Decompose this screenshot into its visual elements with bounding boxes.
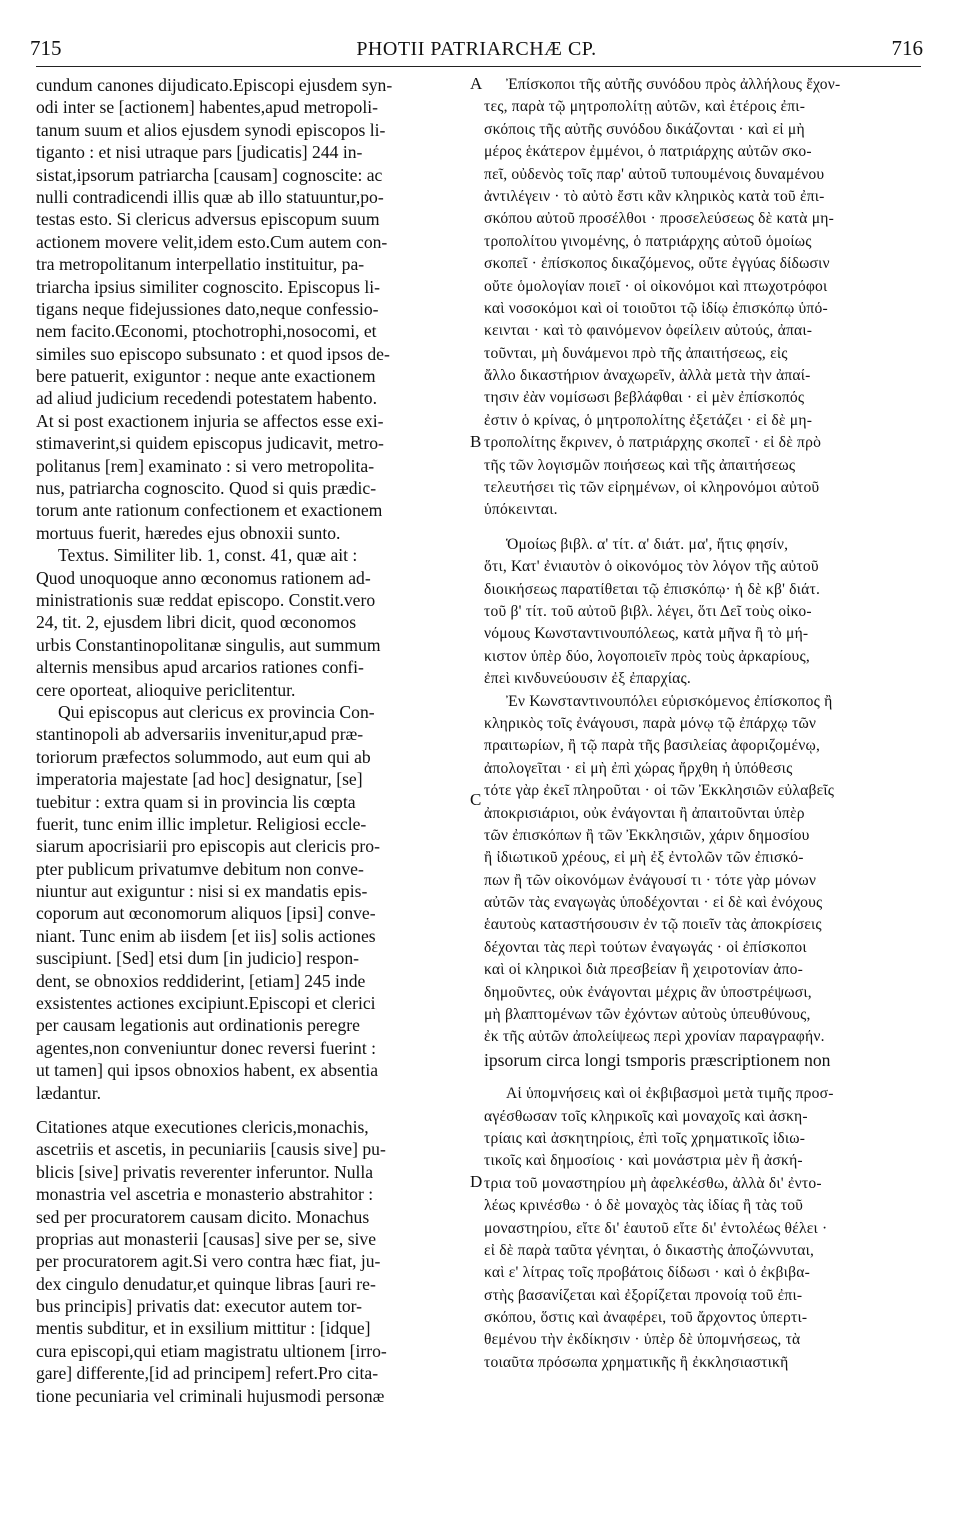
text-line: triarcha ipsius similiter cognoscito. Episcopus li- bbox=[36, 276, 380, 297]
text-line: dex cingulo denudatur,et quinque libras [auri re- bbox=[36, 1273, 376, 1294]
text-line: Αἱ ὑπομνήσεις καὶ οἱ ἐκβιβασμοὶ μετὰ τιμῆς προσ- bbox=[506, 1085, 834, 1103]
text-line: coporum aut œconomorum aliquos [ipsi] conve- bbox=[36, 903, 376, 924]
greek-column bbox=[484, 74, 922, 1374]
text-line: ut tamen] qui ipsos obnoxios habent, ex absentia bbox=[36, 1060, 379, 1081]
page-number-left: 715 bbox=[30, 36, 62, 60]
greek-paragraph-episcopi bbox=[484, 74, 922, 522]
text-line: ἐκ τῆς αὐτῶν ἀπολείψεως περὶ χρονίαν παραγραφήν. bbox=[484, 1028, 825, 1046]
text-line: τικοῖς καὶ δημοσίοις · καὶ μονάστρια μὲν ἢ ἀσκή- bbox=[484, 1152, 803, 1170]
text-line: πεῖ, οὐδενὸς τοῖς παρ' αὐτοῦ τυπουμένοις δυναμένου bbox=[484, 165, 825, 183]
text-line: tiganto : et nisi utraque pars [judicatis] 244 in- bbox=[36, 142, 363, 163]
text-line: ἑαυτοὺς καταστήσουσιν ἐν τῷ ποιεῖν τὰς ἀποκρίσεις bbox=[484, 916, 822, 934]
text-line: στὴς βασανίζεται καὶ ἐξορίζεται προνοίᾳ τοῦ ἐπι- bbox=[484, 1286, 803, 1304]
text-line: toriorum præfectos solummodo, aut eum qui ab bbox=[36, 746, 371, 767]
section-marker-a: A bbox=[470, 74, 483, 93]
text-line: ἢ ἰδιωτικοῦ χρέους, εἰ μὴ ἐξ ἐντολῶν τῶν ἐπισκό- bbox=[484, 849, 804, 867]
text-line: ipsorum circa longi tsmporis præscriptionem non bbox=[484, 1049, 831, 1070]
text-line: τοῦνται, μὴ δυνάμενοι πρὸ τῆς ἀπαιτήσεως, εἰς bbox=[484, 344, 788, 362]
text-line: τροπολίτου γινομένης, ὁ πατριάρχης αὐτοῦ ὁμοίως bbox=[484, 232, 812, 250]
text-line: Quod unoquoque anno œconomus rationem ad- bbox=[36, 567, 371, 588]
text-line: pter publicum privatumve debitum non conve- bbox=[36, 858, 364, 879]
text-line: μοναστηρίου, εἴτε δι' ἑαυτοῦ εἴτε δι' ἐντολέως θέλει · bbox=[484, 1219, 828, 1237]
text-line: καὶ οἱ κληρικοὶ διὰ πρεσβείαν ἢ χειροτονίαν ἀπο- bbox=[484, 961, 804, 979]
text-line: αγέσθωσαν τοῖς κληρικοῖς καὶ μοναχοῖς καὶ ἀσκη- bbox=[484, 1107, 808, 1125]
text-line: torum ante rationum confectionem et exactionem bbox=[36, 500, 383, 521]
text-line: niuntur aut exiguntur : nisi si ex mandatis epis- bbox=[36, 881, 368, 902]
text-line: Ὁμοίως βιβλ. α' τίτ. α' διάτ. μα', ἥτις φησίν, bbox=[506, 535, 789, 553]
text-line: καὶ ε' λίτρας τοῖς προβάτοις δίδωσι · καὶ ὁ ἐκβιβα- bbox=[484, 1264, 810, 1282]
running-title: PHOTII PATRIARCHÆ CP. bbox=[356, 38, 597, 60]
text-line: alternis mensibus apud arcarios rationes confi- bbox=[36, 657, 364, 678]
text-line: ἀντιλέγειν · τὸ αὐτὸ ἔστι κἂν κληρικὸς κατὰ τοῦ ἐπι- bbox=[484, 187, 825, 205]
text-line: τρια τοῦ μοναστηρίου μὴ ἀφελκέσθω, ἀλλὰ δι' ἐντο- bbox=[484, 1174, 822, 1192]
text-line: εἰ δὲ παρὰ ταῦτα γένηται, ὁ δικαστὴς ἀποζώννυται, bbox=[484, 1241, 815, 1259]
text-line: stantinopoli ab adversariis invenitur,apud præ- bbox=[36, 724, 364, 745]
text-line: πων ἢ τῶν οἰκονόμων ἐνάγουσί τι · τότε γὰρ μόνων bbox=[484, 871, 817, 889]
text-line: πραιτωρίων, ἢ τῷ παρὰ τῆς βασιλείας ἀφοριζομένῳ, bbox=[484, 737, 821, 755]
text-line: λέως κρινέσθω · ὁ δὲ μοναχὸς τὰς ἰδίας ἢ τὰς τοῦ bbox=[484, 1197, 804, 1215]
text-line: νόμους Κωνσταντινουπόλεως, κατὰ μῆνα ἢ τὸ μή- bbox=[484, 625, 809, 643]
text-line: siarum apocrisiarii pro episcopis aut clericis pro- bbox=[36, 836, 380, 857]
text-line: ὑπόκεινται. bbox=[484, 501, 558, 519]
text-line: σκόπου, ὅστις καὶ ἀναφέρει, τοῦ ἄρχοντος ὑπερτι- bbox=[484, 1309, 808, 1327]
section-marker-d: D bbox=[470, 1172, 483, 1191]
page-header bbox=[30, 36, 923, 66]
text-line: ascetriis et ascetis, in pecuniariis [causis sive] pu- bbox=[36, 1139, 386, 1160]
text-line: τοῦ β' τίτ. τοῦ αὐτοῦ βιβλ. λέγει, ὅτι Δεῖ τοὺς οἰκο- bbox=[484, 602, 812, 620]
text-line: οὔτε ὁμολογίαν ποιεῖ · οἱ οἰκονόμοι καὶ πτωχοτρόφοι bbox=[484, 277, 828, 295]
text-line: κεινται · καὶ τὸ φαινόμενον ὀφείλειν αὐτούς, ἀπαι- bbox=[484, 322, 813, 340]
text-line: imperatoria majestate [ad hoc] designatur, [se] bbox=[36, 769, 363, 790]
greek-gap-1 bbox=[484, 522, 922, 534]
section-marker-b: B bbox=[470, 432, 482, 451]
text-line: σκόποις τῆς αὐτῆς συνόδου δικάζονται · καὶ εἰ μὴ bbox=[484, 120, 805, 138]
text-line: At si post exactionem injuria se affectos esse exi- bbox=[36, 410, 384, 431]
text-line: per procuratorem agit.Si vero contra hæc fiat, ju- bbox=[36, 1251, 381, 1272]
latin-gap bbox=[36, 1104, 468, 1116]
text-line: καὶ νοσοκόμοι καὶ οἱ τοιοῦτοι τῷ ἰδίῳ ἐπισκόπῳ ὑπό- bbox=[484, 299, 828, 317]
text-line: stimaverint,si quidem episcopus judicavit, metro- bbox=[36, 433, 384, 454]
greek-gap-2 bbox=[484, 1071, 922, 1083]
text-line: agentes,non conveniuntur donec reversi fuerint : bbox=[36, 1037, 377, 1058]
text-line: proprias aut monasterii [causas] sive per se, sive bbox=[36, 1228, 377, 1249]
text-line: τῆς τῶν λογισμῶν ποιήσεως καὶ τῆς ἀπαιτήσεως bbox=[484, 456, 796, 474]
text-line: niant. Tunc enim ab iisdem [et iis] solis actiones bbox=[36, 925, 376, 946]
text-line: ἀποκρισιάριοι, οὐκ ἐνάγονται ἢ ἀπαιτοῦνται ὑπὲρ bbox=[484, 804, 805, 822]
text-line: κιστον ὑπὲρ δύο, λογοποιεῖν πρὸς τοὺς ἀρκαρίους, bbox=[484, 647, 810, 665]
section-marker-c: C bbox=[470, 790, 482, 809]
text-line: ad aliud judicium recedendi potestatem habento. bbox=[36, 388, 378, 409]
text-line: ἄλλο δικαστήριον ἀναχωρεῖν, ἀλλὰ μετὰ τὴν ἀπαί- bbox=[484, 367, 811, 385]
text-line: αὐτῶν τὰς εναγωγὰς ὑποδέχονται · εἰ δὲ καὶ ἐνόχους bbox=[484, 894, 823, 912]
text-line: ὅτι, Κατ' ἐνιαυτὸν ὁ οἰκονόμος τὸν λόγον τῆς αὐτοῦ bbox=[484, 558, 819, 576]
header-rule bbox=[36, 66, 921, 67]
text-line: τότε γὰρ ἐκεῖ πληροῦται · οἱ τῶν Ἐκκλησιῶν εὐλαβεῖς bbox=[484, 782, 835, 800]
text-line: 24, tit. 2, ejusdem libri dicit, quod œconomos bbox=[36, 612, 357, 633]
text-line: suscipiunt. [Sed] etsi dum [in judicio] respon- bbox=[36, 948, 359, 969]
text-line: τελευτήσει τὶς τῶν εἰρημένων, οἱ κληρονόμοι αὐτοῦ bbox=[484, 479, 820, 497]
text-line: τησιν ἐὰν νομίσωσι βεβλάφθαι · εἰ μὲν ἐπίσκοπός bbox=[484, 389, 805, 407]
latin-column bbox=[36, 74, 468, 1407]
text-line: ἀπολογεῖται · εἰ μὴ ἐπὶ χώρας ἤρχθη ἡ ὑπόθεσις bbox=[484, 759, 793, 777]
text-line: κληρικὸς τοῖς ἐνάγουσι, παρὰ μόνῳ τῷ ἐπάρχῳ τῶν bbox=[484, 714, 817, 732]
text-line: monastria vel ascetria e monasterio abstrahitor : bbox=[36, 1184, 374, 1205]
latin-paragraphs-main bbox=[36, 74, 468, 1104]
text-line: bus principis] privatis dat: executor autem tor- bbox=[36, 1296, 363, 1317]
text-line: τροπολίτης ἔκρινεν, ὁ πατριάρχης σκοπεῖ · εἰ δὲ πρὸ bbox=[484, 434, 822, 452]
text-line: cura episcopi,qui etiam magistratu ultionem [irro- bbox=[36, 1340, 387, 1361]
text-line: mortuus fuerit, hæredes ejus obnoxii sunto. bbox=[36, 522, 341, 543]
page-number-right: 716 bbox=[891, 36, 923, 60]
text-line: μέρος ἑκάτερον ἐμμένοι, ὁ πατριάρχης αὐτῶν σκο- bbox=[484, 143, 812, 161]
text-line: σκοπεῖ · ἐπίσκοπος δικαζόμενος, οὔτε ἐγγύας δίδωσιν bbox=[484, 255, 830, 273]
text-line: per causam legationis aut ordinationis peregre bbox=[36, 1015, 360, 1036]
text-line: μὴ βλαπτομένων τῶν ἐχόντων αὐτοὺς ὑπευθύνους, bbox=[484, 1006, 811, 1024]
greek-paragraphs-homoios bbox=[484, 534, 922, 1071]
text-line: sistat,ipsorum patriarcha [causam] cognoscite: ac bbox=[36, 164, 383, 185]
text-line: blicis [sive] privatis reverenter inferuntor. Nulla bbox=[36, 1161, 374, 1182]
text-line: actionem movere velit,idem esto.Cum autem con- bbox=[36, 231, 388, 252]
text-line: ἐστιν ὁ κρίνας, ὁ μητροπολίτης ἐξετάζει · εἰ δὲ μη- bbox=[484, 411, 813, 429]
text-line: tra metropolitanum interpellatio instituitur, pa- bbox=[36, 254, 365, 275]
text-line: fuerit, tunc enim illic impletur. Religiosi eccle- bbox=[36, 813, 367, 834]
text-line: sed per procuratorem causam dicito. Monachus bbox=[36, 1206, 370, 1227]
text-line: δημοῦντες, οὐκ ἐνάγονται μέχρις ἂν ὑποστρέψωσι, bbox=[484, 983, 812, 1001]
text-line: cere oporteat, alioquive periclitentur. bbox=[36, 679, 296, 700]
text-line: mentis subditur, et in exsilium mittitur : [idque] bbox=[36, 1318, 371, 1339]
text-line: nulli contradicendi illis quæ ab illo statuuntur,po- bbox=[36, 186, 384, 207]
text-line: διοικήσεως παρατίθεται τῷ ἐπισκόπῳ· ἡ δὲ κβ' διάτ. bbox=[484, 580, 821, 598]
text-line: testas esto. Si clericus adversus episcopum suum bbox=[36, 209, 380, 230]
text-line: tione pecuniaria vel criminali hujusmodi personæ bbox=[36, 1385, 385, 1406]
text-line: tanum suum et alios ejusdem synodi episcopos li- bbox=[36, 119, 386, 140]
latin-paragraphs-citationes bbox=[36, 1116, 468, 1407]
text-line: dent, se obnoxios reddiderint, [etiam] 245 inde bbox=[36, 970, 366, 991]
text-line: Textus. Similiter lib. 1, const. 41, quæ ait : bbox=[58, 545, 358, 566]
text-line: Citationes atque executiones clericis,monachis, bbox=[36, 1116, 369, 1137]
text-line: ἐπεὶ κινδυνεύουσιν ἐξ ἐπαρχίας. bbox=[484, 670, 691, 688]
text-line: exsistentes actiones excipiunt.Episcopi et clerici bbox=[36, 993, 376, 1014]
text-line: gare] differente,[id ad principem] refert.Pro cita- bbox=[36, 1363, 379, 1384]
text-line: τῶν ἐπισκόπων ἢ τῶν Ἐκκλησιῶν, χάριν δημοσίου bbox=[484, 826, 810, 844]
text-line: nus, patriarcha cognoscito. Quod si quis prædic- bbox=[36, 478, 377, 499]
text-line: τες, παρὰ τῷ μητροπολίτῃ αὐτῶν, καὶ ἑτέροις ἐπι- bbox=[484, 98, 806, 116]
greek-paragraph-hypomneseis bbox=[484, 1083, 922, 1374]
text-line: politanus [rem] examinato : si vero metropolita- bbox=[36, 455, 375, 476]
text-line: lædantur. bbox=[36, 1082, 101, 1103]
text-line: cundum canones dijudicato.Episcopi ejusdem syn- bbox=[36, 75, 393, 95]
text-line: τρίαις καὶ ἀσκητηρίοις, ἐπὶ τοῖς χρηματικοῖς ἰδιω- bbox=[484, 1129, 806, 1147]
text-line: tuebitur : extra quam si in provincia lis cœpta bbox=[36, 791, 356, 812]
text-line: Ἐπίσκοποι τῆς αὐτῆς συνόδου πρὸς ἀλλήλους ἔχον- bbox=[506, 76, 841, 93]
text-line: odi inter se [actionem] habentes,apud metropoli- bbox=[36, 97, 378, 118]
text-line: θεμένου τὴν ἐκδίκησιν · ὑπὲρ δὲ ὑπομνήσεως, τὰ bbox=[484, 1331, 801, 1349]
text-line: Ἐν Κωνσταντινουπόλει εὑρισκόμενος ἐπίσκοπος ἢ bbox=[506, 692, 833, 710]
text-line: nem facito.Œconomi, ptochotrophi,nosocomi, et bbox=[36, 321, 377, 342]
text-line: bere patuerit, exiguntor : neque ante exactionem bbox=[36, 366, 376, 387]
text-line: urbis Constantinopolitanæ singulis, aut summum bbox=[36, 634, 381, 655]
text-line: ministrationis suæ reddat episcopo. Constit.vero bbox=[36, 589, 376, 610]
text-line: τοιαῦτα πρόσωπα χρηματικῆς ἢ ἐκκλησιαστικῆ bbox=[484, 1353, 789, 1371]
text-line: similes suo episcopo subsunato : et quod ipsos de- bbox=[36, 343, 390, 364]
text-line: δέχονται τὰς περὶ τούτων ἐναγωγάς · οἱ ἐπίσκοποι bbox=[484, 938, 807, 956]
text-line: σκόπου αὐτοῦ προσέλθοι · προσελεύσεως δὲ κατὰ μη- bbox=[484, 210, 835, 228]
text-line: Qui episcopus aut clericus ex provincia Con- bbox=[58, 701, 375, 722]
text-line: tigans neque fidejussiones dato,neque confessio- bbox=[36, 298, 379, 319]
